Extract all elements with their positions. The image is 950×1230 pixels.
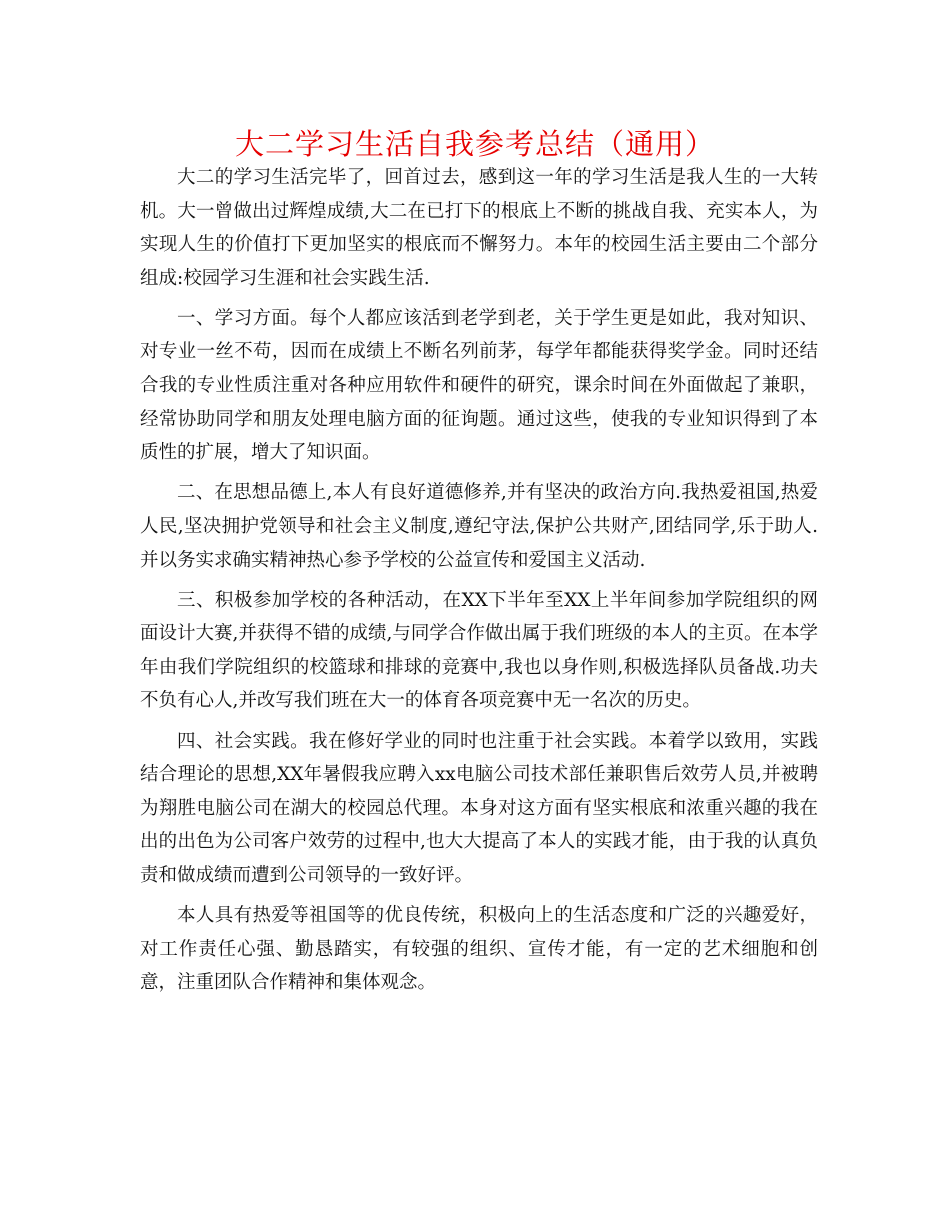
- paragraph-intro: 大二的学习生活完毕了，回首过去，感到这一年的学习生活是我人生的一大转机。大一曾做出过辉煌成绩,大二在已打下的根底上不断的挑战自我、充实本人，为实现人生的价值打下更加坚实的根底而不懈努力。本年的校园生活主要由二个部分组成:校园学习生涯和社会实践生活.: [140, 167, 818, 289]
- paragraph-activities: 三、积极参加学校的各种活动，在XX下半年至XX上半年间参加学院组织的网面设计大赛,并获得不错的成绩,与同学合作做出属于我们班级的本人的主页。在本学年由我们学院组织的校篮球和排球的竞赛中,我也以身作则,积极选择队员备战.功夫不负有心人,并改写我们班在大一的体育各项竞赛中无一名次的历史。: [140, 589, 818, 712]
- paragraph-morality: 二、在思想品德上,本人有良好道德修养,并有坚决的政治方向.我热爱祖国,热爱人民,坚决拥护党领导和社会主义制度,遵纪守法,保护公共财产,团结同学,乐于助人.并以务实求确实精神热心参予学校的公益宣传和爱国主义活动.: [140, 482, 818, 571]
- paragraph-practice: 四、社会实践。我在修好学业的同时也注重于社会实践。本着学以致用，实践结合理论的思想,XX年暑假我应聘入xx电脑公司技术部任兼职售后效劳人员,并被聘为翔胜电脑公司在湖大的校园总代理。本身对这方面有坚实根底和浓重兴趣的我在出的出色为公司客户效劳的过程中,也大大提高了本人的实践才能，由于我的认真负责和做成绩而遭到公司领导的一致好评。: [140, 730, 818, 886]
- document-title: 大二学习生活自我参考总结（通用）: [234, 127, 715, 161]
- paragraph-study: 一、学习方面。每个人都应该活到老学到老，关于学生更是如此，我对知识、对专业一丝不苟，因而在成绩上不断名列前茅，每学年都能获得奖学金。同时还结合我的专业性质注重对各种应用软件和硬件的研究，课余时间在外面做起了兼职，经常协助同学和朋友处理电脑方面的征询题。通过这些，使我的专业知识得到了本质性的扩展，增大了知识面。: [140, 307, 818, 464]
- document-body: [140, 161, 818, 1006]
- paragraph-conclusion: 本人具有热爱等祖国等的优良传统，积极向上的生活态度和广泛的兴趣爱好，对工作责任心强、勤恳踏实，有较强的组织、宣传才能，有一定的艺术细胞和创意，注重团队合作精神和集体观念。: [140, 904, 818, 994]
